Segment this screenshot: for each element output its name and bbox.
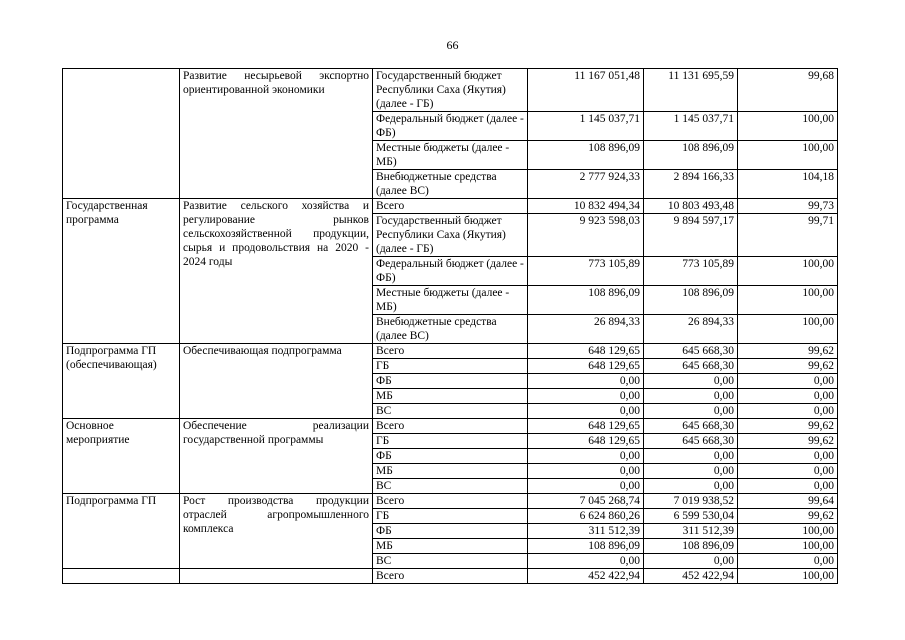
execution-percent-cell: 100,00 [738,569,838,584]
actual-amount-cell: 6 599 530,04 [644,509,738,524]
budget-table-body [63,69,838,584]
execution-percent-cell: 0,00 [738,464,838,479]
funding-source-cell: Всего [373,419,528,434]
planned-amount-cell: 311 512,39 [528,524,644,539]
budget-table [62,68,838,584]
program-name-cell: Обеспечивающая подпрограмма [180,344,373,419]
actual-amount-cell: 11 131 695,59 [644,69,738,112]
planned-amount-cell: 648 129,65 [528,434,644,449]
planned-amount-cell: 6 624 860,26 [528,509,644,524]
execution-percent-cell: 0,00 [738,449,838,464]
actual-amount-cell: 108 896,09 [644,141,738,170]
planned-amount-cell: 648 129,65 [528,344,644,359]
planned-amount-cell: 0,00 [528,464,644,479]
planned-amount-cell: 0,00 [528,404,644,419]
execution-percent-cell: 100,00 [738,141,838,170]
actual-amount-cell: 26 894,33 [644,315,738,344]
table-row [63,494,838,509]
planned-amount-cell: 0,00 [528,449,644,464]
actual-amount-cell: 2 894 166,33 [644,170,738,199]
program-type-cell: Основное мероприятие [63,419,180,494]
actual-amount-cell: 311 512,39 [644,524,738,539]
execution-percent-cell: 99,62 [738,359,838,374]
funding-source-cell: ВС [373,554,528,569]
actual-amount-cell: 108 896,09 [644,286,738,315]
execution-percent-cell: 99,62 [738,419,838,434]
page-number: 66 [446,38,459,52]
execution-percent-cell: 100,00 [738,315,838,344]
funding-source-cell: Федеральный бюджет (далее - ФБ) [373,257,528,286]
funding-source-cell: Местные бюджеты (далее - МБ) [373,141,528,170]
execution-percent-cell: 0,00 [738,479,838,494]
funding-source-cell: Всего [373,494,528,509]
execution-percent-cell: 0,00 [738,404,838,419]
execution-percent-cell: 100,00 [738,286,838,315]
actual-amount-cell: 9 894 597,17 [644,214,738,257]
planned-amount-cell: 452 422,94 [528,569,644,584]
actual-amount-cell: 1 145 037,71 [644,112,738,141]
program-type-cell: Подпрограмма ГП (обеспечивающая) [63,344,180,419]
program-type-cell [63,569,180,584]
funding-source-cell: Местные бюджеты (далее - МБ) [373,286,528,315]
execution-percent-cell: 99,62 [738,434,838,449]
actual-amount-cell: 0,00 [644,449,738,464]
actual-amount-cell: 0,00 [644,404,738,419]
funding-source-cell: МБ [373,464,528,479]
funding-source-cell: ВС [373,479,528,494]
funding-source-cell: Федеральный бюджет (далее - ФБ) [373,112,528,141]
execution-percent-cell: 99,62 [738,509,838,524]
program-name-cell [180,569,373,584]
actual-amount-cell: 108 896,09 [644,539,738,554]
planned-amount-cell: 11 167 051,48 [528,69,644,112]
funding-source-cell: МБ [373,389,528,404]
execution-percent-cell: 99,73 [738,199,838,214]
planned-amount-cell: 108 896,09 [528,286,644,315]
actual-amount-cell: 452 422,94 [644,569,738,584]
actual-amount-cell: 0,00 [644,374,738,389]
actual-amount-cell: 0,00 [644,464,738,479]
table-row [63,419,838,434]
funding-source-cell: ВС [373,404,528,419]
execution-percent-cell: 104,18 [738,170,838,199]
actual-amount-cell: 645 668,30 [644,344,738,359]
planned-amount-cell: 0,00 [528,554,644,569]
execution-percent-cell: 0,00 [738,554,838,569]
funding-source-cell: ФБ [373,449,528,464]
actual-amount-cell: 0,00 [644,554,738,569]
funding-source-cell: ГБ [373,434,528,449]
actual-amount-cell: 645 668,30 [644,434,738,449]
table-row [63,344,838,359]
planned-amount-cell: 648 129,65 [528,419,644,434]
planned-amount-cell: 108 896,09 [528,539,644,554]
program-type-cell: Государственная программа [63,199,180,344]
actual-amount-cell: 645 668,30 [644,359,738,374]
execution-percent-cell: 100,00 [738,257,838,286]
funding-source-cell: Государственный бюджет Республики Саха (Якутия) (далее - ГБ) [373,69,528,112]
execution-percent-cell: 0,00 [738,374,838,389]
execution-percent-cell: 99,64 [738,494,838,509]
funding-source-cell: Всего [373,199,528,214]
program-name-cell: Рост производства продукции отраслей агропромышленного комплекса [180,494,373,569]
planned-amount-cell: 2 777 924,33 [528,170,644,199]
program-name-cell: Развитие сельского хозяйства и регулирование рынков сельскохозяйственной продукции, сырья и продовольствия на 2020 - 2024 годы [180,199,373,344]
planned-amount-cell: 1 145 037,71 [528,112,644,141]
planned-amount-cell: 648 129,65 [528,359,644,374]
planned-amount-cell: 10 832 494,34 [528,199,644,214]
program-name-cell: Обеспечение реализации государственной программы [180,419,373,494]
actual-amount-cell: 10 803 493,48 [644,199,738,214]
funding-source-cell: ФБ [373,524,528,539]
actual-amount-cell: 0,00 [644,389,738,404]
execution-percent-cell: 100,00 [738,112,838,141]
execution-percent-cell: 0,00 [738,389,838,404]
funding-source-cell: ФБ [373,374,528,389]
table-row [63,69,838,112]
actual-amount-cell: 7 019 938,52 [644,494,738,509]
funding-source-cell: ГБ [373,359,528,374]
funding-source-cell: Внебюджетные средства (далее ВС) [373,170,528,199]
planned-amount-cell: 0,00 [528,389,644,404]
execution-percent-cell: 100,00 [738,524,838,539]
planned-amount-cell: 0,00 [528,479,644,494]
planned-amount-cell: 26 894,33 [528,315,644,344]
actual-amount-cell: 0,00 [644,479,738,494]
actual-amount-cell: 773 105,89 [644,257,738,286]
program-type-cell: Подпрограмма ГП [63,494,180,569]
planned-amount-cell: 0,00 [528,374,644,389]
funding-source-cell: МБ [373,539,528,554]
actual-amount-cell: 645 668,30 [644,419,738,434]
planned-amount-cell: 7 045 268,74 [528,494,644,509]
table-row [63,569,838,584]
program-name-cell: Развитие несырьевой экспортно ориентированной экономики [180,69,373,199]
program-type-cell [63,69,180,199]
execution-percent-cell: 100,00 [738,539,838,554]
funding-source-cell: Государственный бюджет Республики Саха (Якутия) (далее - ГБ) [373,214,528,257]
funding-source-cell: ГБ [373,509,528,524]
funding-source-cell: Всего [373,344,528,359]
funding-source-cell: Внебюджетные средства (далее ВС) [373,315,528,344]
funding-source-cell: Всего [373,569,528,584]
table-row [63,199,838,214]
planned-amount-cell: 108 896,09 [528,141,644,170]
execution-percent-cell: 99,71 [738,214,838,257]
planned-amount-cell: 773 105,89 [528,257,644,286]
planned-amount-cell: 9 923 598,03 [528,214,644,257]
execution-percent-cell: 99,62 [738,344,838,359]
execution-percent-cell: 99,68 [738,69,838,112]
